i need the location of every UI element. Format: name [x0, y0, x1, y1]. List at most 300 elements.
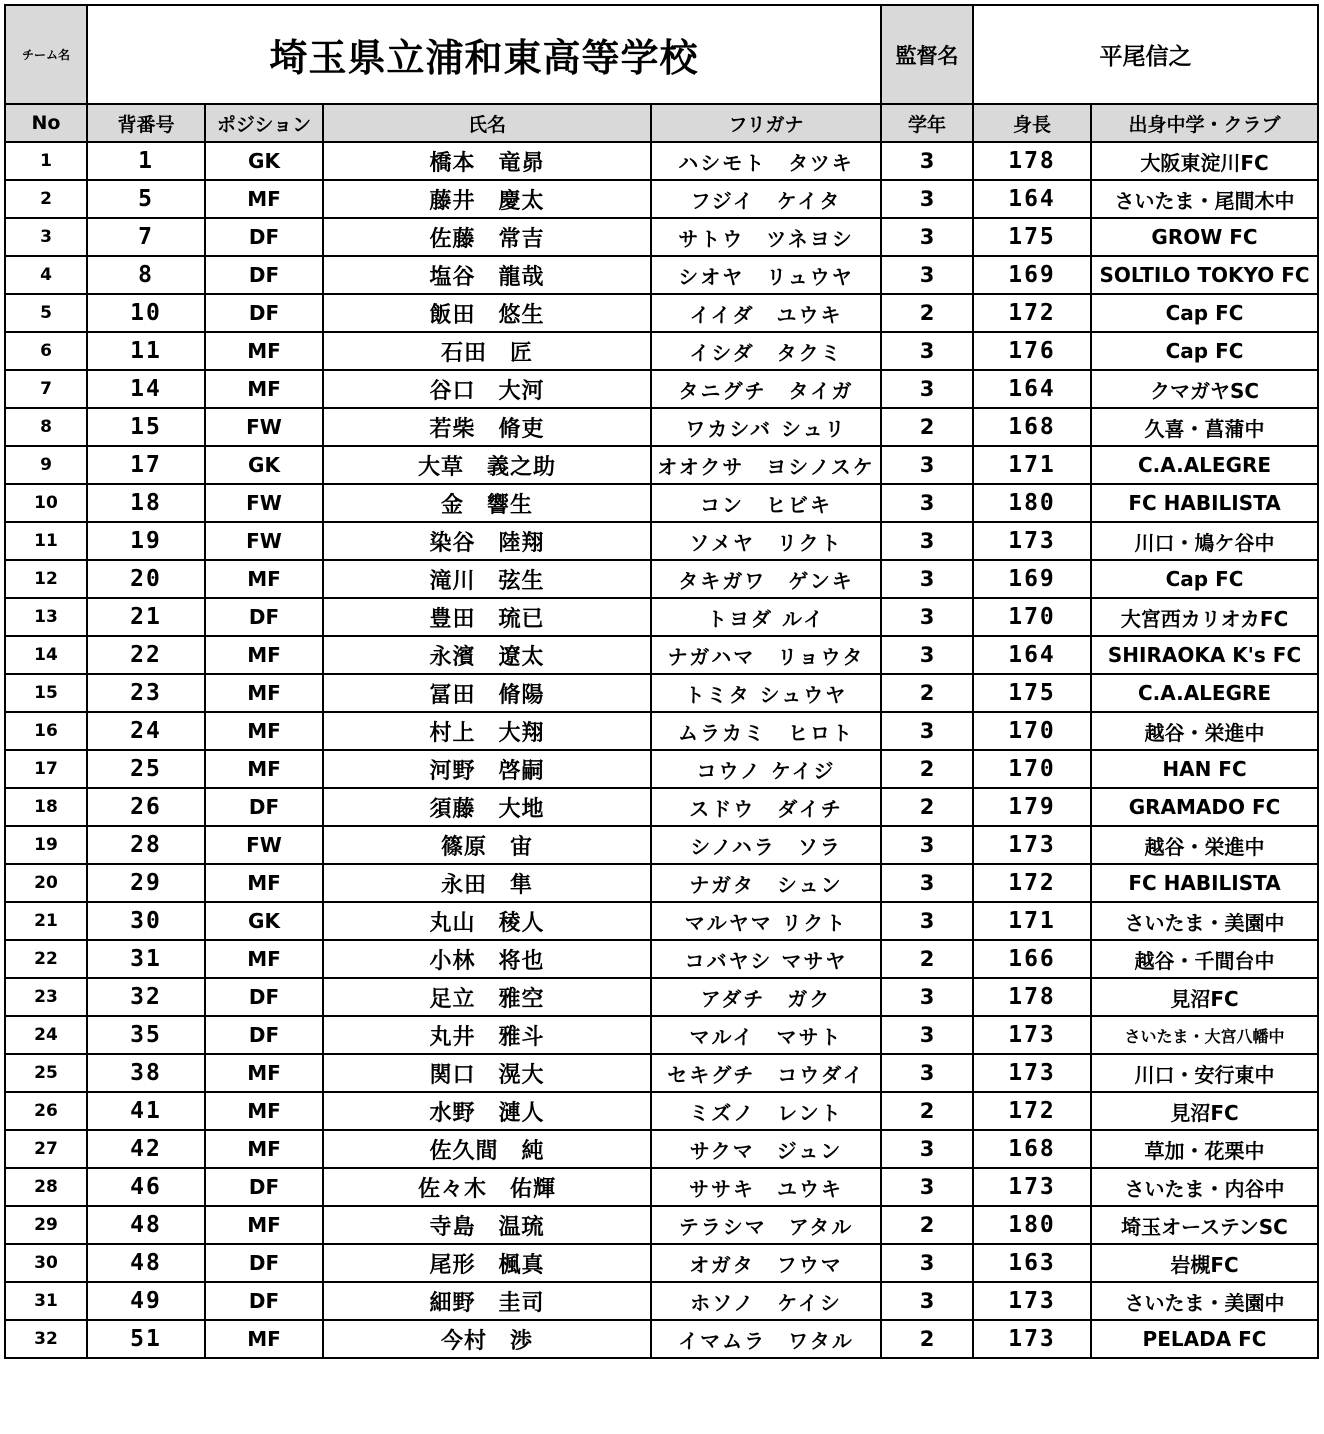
player-position: FW — [205, 826, 323, 864]
player-name: 金 響生 — [323, 484, 651, 522]
player-club: GROW FC — [1091, 218, 1318, 256]
player-kana: ササキ ユウキ — [651, 1168, 881, 1206]
table-row — [5, 1320, 1318, 1358]
player-name: 寺島 温琉 — [323, 1206, 651, 1244]
player-position: DF — [205, 218, 323, 256]
roster-body — [5, 142, 1318, 1358]
col-header-position: ポジション — [205, 104, 323, 142]
player-number: 38 — [87, 1054, 205, 1092]
player-height: 175 — [973, 674, 1091, 712]
table-row — [5, 256, 1318, 294]
player-name: 石田 匠 — [323, 332, 651, 370]
player-height: 180 — [973, 484, 1091, 522]
player-no: 2 — [5, 180, 87, 218]
player-position: DF — [205, 598, 323, 636]
player-club: 大阪東淀川FC — [1091, 142, 1318, 180]
player-grade: 3 — [881, 864, 973, 902]
table-row — [5, 864, 1318, 902]
player-kana: テラシマ アタル — [651, 1206, 881, 1244]
player-height: 170 — [973, 750, 1091, 788]
player-position: DF — [205, 1244, 323, 1282]
player-grade: 3 — [881, 598, 973, 636]
col-header-grade: 学年 — [881, 104, 973, 142]
player-position: DF — [205, 294, 323, 332]
player-no: 28 — [5, 1168, 87, 1206]
player-number: 48 — [87, 1206, 205, 1244]
player-kana: イイダ ユウキ — [651, 294, 881, 332]
player-height: 168 — [973, 408, 1091, 446]
player-name: 水野 漣人 — [323, 1092, 651, 1130]
col-header-no: No — [5, 104, 87, 142]
player-kana: ワカシバ シュリ — [651, 408, 881, 446]
player-no: 20 — [5, 864, 87, 902]
table-row — [5, 1168, 1318, 1206]
player-kana: サトウ ツネヨシ — [651, 218, 881, 256]
player-number: 5 — [87, 180, 205, 218]
player-number: 49 — [87, 1282, 205, 1320]
player-kana: アダチ ガク — [651, 978, 881, 1016]
player-name: 冨田 脩陽 — [323, 674, 651, 712]
player-no: 17 — [5, 750, 87, 788]
table-row — [5, 1092, 1318, 1130]
player-position: MF — [205, 370, 323, 408]
player-no: 4 — [5, 256, 87, 294]
player-number: 1 — [87, 142, 205, 180]
player-no: 24 — [5, 1016, 87, 1054]
player-grade: 3 — [881, 256, 973, 294]
player-club: 大宮西カリオカFC — [1091, 598, 1318, 636]
player-name: 大草 義之助 — [323, 446, 651, 484]
player-name: 佐久間 純 — [323, 1130, 651, 1168]
table-row — [5, 180, 1318, 218]
player-club: C.A.ALEGRE — [1091, 674, 1318, 712]
player-kana: セキグチ コウダイ — [651, 1054, 881, 1092]
player-no: 9 — [5, 446, 87, 484]
player-club: 岩槻FC — [1091, 1244, 1318, 1282]
player-no: 27 — [5, 1130, 87, 1168]
player-height: 179 — [973, 788, 1091, 826]
player-kana: オオクサ ヨシノスケ — [651, 446, 881, 484]
player-height: 164 — [973, 180, 1091, 218]
player-no: 13 — [5, 598, 87, 636]
player-number: 23 — [87, 674, 205, 712]
table-row — [5, 370, 1318, 408]
table-row — [5, 1054, 1318, 1092]
player-no: 3 — [5, 218, 87, 256]
team-header-row — [5, 5, 1318, 104]
player-height: 171 — [973, 446, 1091, 484]
player-height: 171 — [973, 902, 1091, 940]
player-number: 24 — [87, 712, 205, 750]
player-position: GK — [205, 446, 323, 484]
player-club: GRAMADO FC — [1091, 788, 1318, 826]
player-name: 丸井 雅斗 — [323, 1016, 651, 1054]
coach-name: 平尾信之 — [973, 5, 1318, 104]
player-grade: 3 — [881, 560, 973, 598]
player-position: MF — [205, 864, 323, 902]
player-position: MF — [205, 1092, 323, 1130]
player-position: MF — [205, 712, 323, 750]
player-no: 32 — [5, 1320, 87, 1358]
player-kana: シオヤ リュウヤ — [651, 256, 881, 294]
player-height: 172 — [973, 864, 1091, 902]
player-no: 29 — [5, 1206, 87, 1244]
table-row — [5, 978, 1318, 1016]
col-header-height: 身長 — [973, 104, 1091, 142]
player-kana: サクマ ジュン — [651, 1130, 881, 1168]
player-position: GK — [205, 902, 323, 940]
team-name: 埼玉県立浦和東高等学校 — [87, 5, 881, 104]
player-name: 河野 啓嗣 — [323, 750, 651, 788]
player-grade: 3 — [881, 332, 973, 370]
player-no: 18 — [5, 788, 87, 826]
player-number: 8 — [87, 256, 205, 294]
player-name: 佐藤 常吉 — [323, 218, 651, 256]
player-height: 175 — [973, 218, 1091, 256]
player-kana: オガタ フウマ — [651, 1244, 881, 1282]
player-grade: 3 — [881, 1130, 973, 1168]
player-club: FC HABILISTA — [1091, 484, 1318, 522]
player-number: 19 — [87, 522, 205, 560]
player-number: 26 — [87, 788, 205, 826]
player-kana: マルヤマ リクト — [651, 902, 881, 940]
player-number: 46 — [87, 1168, 205, 1206]
player-club: 見沼FC — [1091, 978, 1318, 1016]
table-row — [5, 218, 1318, 256]
table-row — [5, 294, 1318, 332]
player-position: GK — [205, 142, 323, 180]
player-height: 169 — [973, 256, 1091, 294]
player-number: 29 — [87, 864, 205, 902]
table-row — [5, 1282, 1318, 1320]
table-row — [5, 408, 1318, 446]
col-header-number: 背番号 — [87, 104, 205, 142]
player-grade: 3 — [881, 142, 973, 180]
player-number: 18 — [87, 484, 205, 522]
player-height: 173 — [973, 1054, 1091, 1092]
col-header-name: 氏名 — [323, 104, 651, 142]
player-grade: 2 — [881, 1206, 973, 1244]
player-number: 51 — [87, 1320, 205, 1358]
player-grade: 3 — [881, 636, 973, 674]
player-grade: 2 — [881, 1320, 973, 1358]
player-name: 須藤 大地 — [323, 788, 651, 826]
player-grade: 3 — [881, 1168, 973, 1206]
player-kana: タニグチ タイガ — [651, 370, 881, 408]
player-number: 28 — [87, 826, 205, 864]
player-name: 谷口 大河 — [323, 370, 651, 408]
player-no: 26 — [5, 1092, 87, 1130]
player-grade: 3 — [881, 1282, 973, 1320]
table-row — [5, 826, 1318, 864]
player-no: 22 — [5, 940, 87, 978]
player-number: 22 — [87, 636, 205, 674]
player-kana: ホソノ ケイシ — [651, 1282, 881, 1320]
player-height: 166 — [973, 940, 1091, 978]
player-name: 滝川 弦生 — [323, 560, 651, 598]
player-position: FW — [205, 408, 323, 446]
player-no: 11 — [5, 522, 87, 560]
player-grade: 3 — [881, 484, 973, 522]
table-row — [5, 902, 1318, 940]
player-height: 170 — [973, 598, 1091, 636]
player-kana: トミタ シュウヤ — [651, 674, 881, 712]
player-position: DF — [205, 788, 323, 826]
player-position: MF — [205, 1130, 323, 1168]
player-club: C.A.ALEGRE — [1091, 446, 1318, 484]
player-name: 篠原 宙 — [323, 826, 651, 864]
player-club: 見沼FC — [1091, 1092, 1318, 1130]
player-position: FW — [205, 522, 323, 560]
player-height: 172 — [973, 1092, 1091, 1130]
column-header-row — [5, 104, 1318, 142]
player-height: 180 — [973, 1206, 1091, 1244]
player-position: DF — [205, 1016, 323, 1054]
player-name: 関口 滉大 — [323, 1054, 651, 1092]
team-name-label: チーム名 — [5, 5, 87, 104]
player-name: 今村 渉 — [323, 1320, 651, 1358]
player-no: 7 — [5, 370, 87, 408]
player-kana: シノハラ ソラ — [651, 826, 881, 864]
table-row — [5, 712, 1318, 750]
player-no: 30 — [5, 1244, 87, 1282]
player-no: 5 — [5, 294, 87, 332]
player-club: 川口・鳩ケ谷中 — [1091, 522, 1318, 560]
player-number: 41 — [87, 1092, 205, 1130]
player-height: 173 — [973, 1016, 1091, 1054]
player-number: 20 — [87, 560, 205, 598]
player-club: クマガヤSC — [1091, 370, 1318, 408]
player-kana: コン ヒビキ — [651, 484, 881, 522]
player-kana: コバヤシ マサヤ — [651, 940, 881, 978]
player-number: 7 — [87, 218, 205, 256]
player-kana: ハシモト タツキ — [651, 142, 881, 180]
player-name: 村上 大翔 — [323, 712, 651, 750]
player-kana: イマムラ ワタル — [651, 1320, 881, 1358]
player-position: DF — [205, 1168, 323, 1206]
player-height: 173 — [973, 826, 1091, 864]
player-club: PELADA FC — [1091, 1320, 1318, 1358]
player-club: 越谷・千間台中 — [1091, 940, 1318, 978]
player-grade: 3 — [881, 978, 973, 1016]
player-kana: トヨダ ルイ — [651, 598, 881, 636]
player-number: 17 — [87, 446, 205, 484]
player-no: 16 — [5, 712, 87, 750]
player-no: 19 — [5, 826, 87, 864]
player-name: 若柴 脩吏 — [323, 408, 651, 446]
player-grade: 3 — [881, 712, 973, 750]
player-height: 170 — [973, 712, 1091, 750]
player-club: 久喜・菖蒲中 — [1091, 408, 1318, 446]
player-name: 小林 将也 — [323, 940, 651, 978]
player-kana: ミズノ レント — [651, 1092, 881, 1130]
player-club: HAN FC — [1091, 750, 1318, 788]
player-position: MF — [205, 1320, 323, 1358]
player-kana: マルイ マサト — [651, 1016, 881, 1054]
coach-label: 監督名 — [881, 5, 973, 104]
table-row — [5, 674, 1318, 712]
player-no: 15 — [5, 674, 87, 712]
player-name: 飯田 悠生 — [323, 294, 651, 332]
player-name: 橋本 竜昴 — [323, 142, 651, 180]
player-height: 178 — [973, 978, 1091, 1016]
table-row — [5, 750, 1318, 788]
player-club: さいたま・尾間木中 — [1091, 180, 1318, 218]
player-name: 塩谷 龍哉 — [323, 256, 651, 294]
player-no: 31 — [5, 1282, 87, 1320]
player-number: 21 — [87, 598, 205, 636]
player-kana: コウノ ケイジ — [651, 750, 881, 788]
player-grade: 2 — [881, 294, 973, 332]
player-kana: フジイ ケイタ — [651, 180, 881, 218]
table-row — [5, 598, 1318, 636]
player-position: MF — [205, 332, 323, 370]
player-grade: 3 — [881, 1244, 973, 1282]
table-row — [5, 446, 1318, 484]
player-name: 丸山 稜人 — [323, 902, 651, 940]
table-row — [5, 1244, 1318, 1282]
table-row — [5, 1206, 1318, 1244]
player-club: SHIRAOKA K's FC — [1091, 636, 1318, 674]
player-position: DF — [205, 256, 323, 294]
table-row — [5, 636, 1318, 674]
player-number: 15 — [87, 408, 205, 446]
player-height: 173 — [973, 1282, 1091, 1320]
player-position: MF — [205, 750, 323, 788]
player-grade: 3 — [881, 370, 973, 408]
player-club: さいたま・大宮八幡中 — [1091, 1016, 1318, 1054]
player-club: FC HABILISTA — [1091, 864, 1318, 902]
table-row — [5, 940, 1318, 978]
player-name: 足立 雅空 — [323, 978, 651, 1016]
player-grade: 3 — [881, 180, 973, 218]
player-club: 埼玉オーステンSC — [1091, 1206, 1318, 1244]
player-grade: 2 — [881, 750, 973, 788]
player-grade: 3 — [881, 902, 973, 940]
player-club: 草加・花栗中 — [1091, 1130, 1318, 1168]
player-name: 細野 圭司 — [323, 1282, 651, 1320]
roster-table — [4, 4, 1319, 1359]
player-height: 176 — [973, 332, 1091, 370]
player-club: さいたま・内谷中 — [1091, 1168, 1318, 1206]
table-row — [5, 142, 1318, 180]
player-kana: ソメヤ リクト — [651, 522, 881, 560]
table-row — [5, 1130, 1318, 1168]
player-club: 川口・安行東中 — [1091, 1054, 1318, 1092]
player-club: 越谷・栄進中 — [1091, 826, 1318, 864]
player-kana: タキガワ ゲンキ — [651, 560, 881, 598]
player-name: 永濱 遼太 — [323, 636, 651, 674]
player-grade: 2 — [881, 788, 973, 826]
player-club: Cap FC — [1091, 294, 1318, 332]
player-club: Cap FC — [1091, 332, 1318, 370]
col-header-club: 出身中学・クラブ — [1091, 104, 1318, 142]
table-row — [5, 332, 1318, 370]
player-kana: ナガタ シュン — [651, 864, 881, 902]
player-grade: 3 — [881, 1054, 973, 1092]
player-grade: 2 — [881, 1092, 973, 1130]
player-kana: ムラカミ ヒロト — [651, 712, 881, 750]
player-grade: 2 — [881, 408, 973, 446]
player-no: 10 — [5, 484, 87, 522]
player-position: MF — [205, 1054, 323, 1092]
player-number: 42 — [87, 1130, 205, 1168]
player-height: 164 — [973, 370, 1091, 408]
player-position: FW — [205, 484, 323, 522]
player-number: 14 — [87, 370, 205, 408]
table-row — [5, 484, 1318, 522]
player-name: 染谷 陸翔 — [323, 522, 651, 560]
player-grade: 2 — [881, 674, 973, 712]
player-position: MF — [205, 674, 323, 712]
player-name: 藤井 慶太 — [323, 180, 651, 218]
player-no: 8 — [5, 408, 87, 446]
player-grade: 3 — [881, 446, 973, 484]
table-row — [5, 1016, 1318, 1054]
player-grade: 3 — [881, 1016, 973, 1054]
player-position: MF — [205, 1206, 323, 1244]
player-name: 豊田 琉已 — [323, 598, 651, 636]
player-height: 168 — [973, 1130, 1091, 1168]
player-height: 173 — [973, 1168, 1091, 1206]
player-club: Cap FC — [1091, 560, 1318, 598]
table-row — [5, 522, 1318, 560]
player-number: 25 — [87, 750, 205, 788]
player-no: 12 — [5, 560, 87, 598]
player-club: さいたま・美園中 — [1091, 1282, 1318, 1320]
player-club: SOLTILO TOKYO FC — [1091, 256, 1318, 294]
player-height: 163 — [973, 1244, 1091, 1282]
player-no: 6 — [5, 332, 87, 370]
player-kana: ナガハマ リョウタ — [651, 636, 881, 674]
player-name: 尾形 楓真 — [323, 1244, 651, 1282]
player-height: 169 — [973, 560, 1091, 598]
player-position: MF — [205, 940, 323, 978]
player-position: MF — [205, 560, 323, 598]
player-club: さいたま・美園中 — [1091, 902, 1318, 940]
player-position: DF — [205, 1282, 323, 1320]
player-club: 越谷・栄進中 — [1091, 712, 1318, 750]
player-height: 173 — [973, 522, 1091, 560]
player-name: 佐々木 佑輝 — [323, 1168, 651, 1206]
player-no: 21 — [5, 902, 87, 940]
player-name: 永田 隼 — [323, 864, 651, 902]
player-no: 25 — [5, 1054, 87, 1092]
player-height: 178 — [973, 142, 1091, 180]
player-position: DF — [205, 978, 323, 1016]
player-number: 30 — [87, 902, 205, 940]
player-no: 1 — [5, 142, 87, 180]
player-position: MF — [205, 636, 323, 674]
player-kana: スドウ ダイチ — [651, 788, 881, 826]
player-height: 173 — [973, 1320, 1091, 1358]
player-grade: 2 — [881, 940, 973, 978]
player-grade: 3 — [881, 218, 973, 256]
player-grade: 3 — [881, 522, 973, 560]
player-no: 23 — [5, 978, 87, 1016]
table-row — [5, 560, 1318, 598]
player-number: 32 — [87, 978, 205, 1016]
player-number: 48 — [87, 1244, 205, 1282]
player-no: 14 — [5, 636, 87, 674]
player-number: 35 — [87, 1016, 205, 1054]
player-height: 172 — [973, 294, 1091, 332]
player-height: 164 — [973, 636, 1091, 674]
player-position: MF — [205, 180, 323, 218]
player-grade: 3 — [881, 826, 973, 864]
player-kana: イシダ タクミ — [651, 332, 881, 370]
player-number: 10 — [87, 294, 205, 332]
